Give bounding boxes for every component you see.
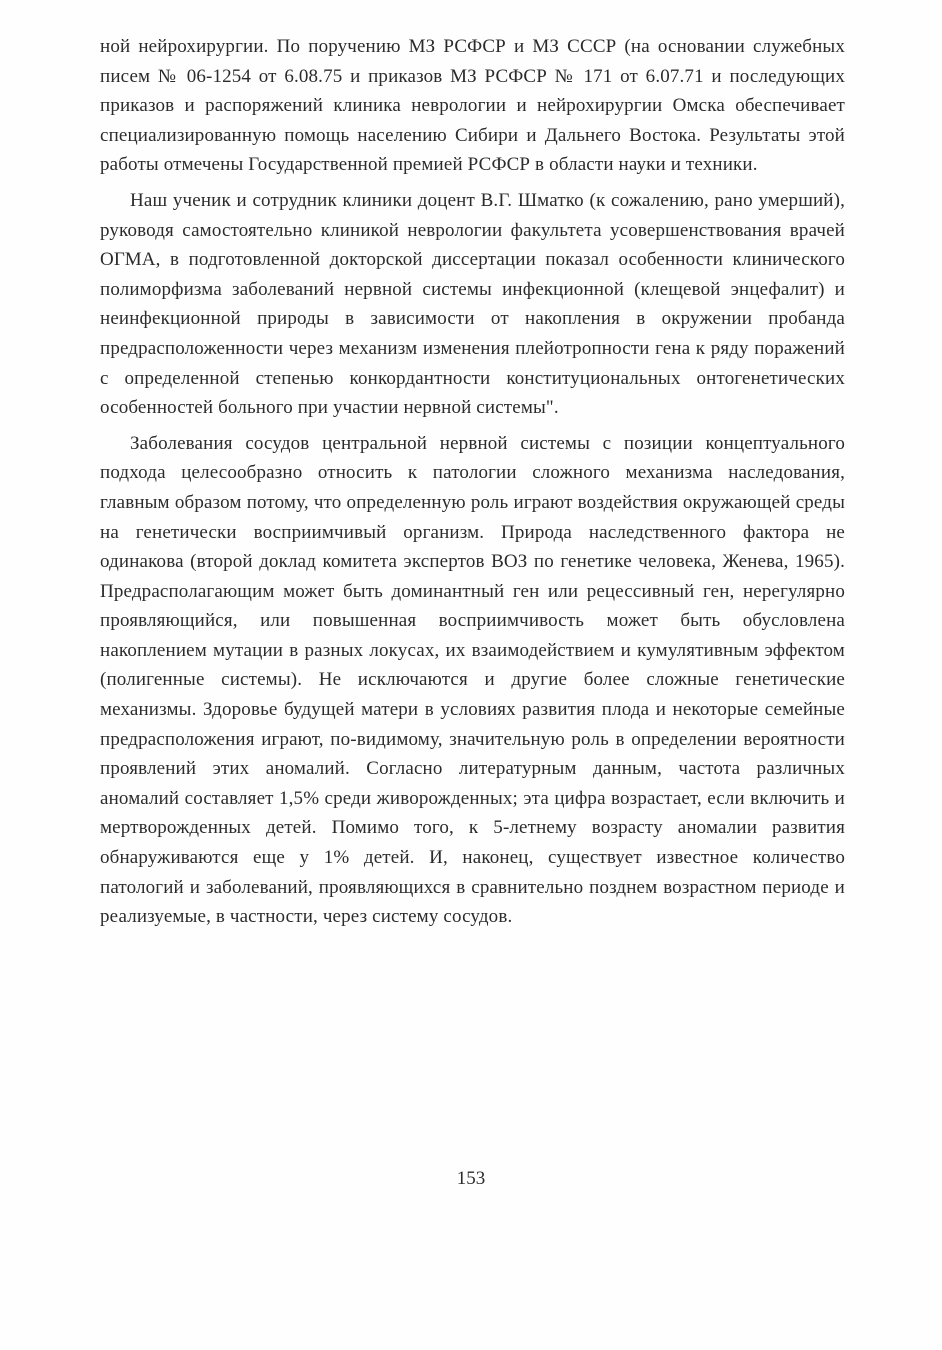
page-number: 153 xyxy=(456,1168,486,1189)
body-text xyxy=(100,32,845,932)
paragraph-vascular-diseases: Заболевания сосудов центральной нервной системы с позиции концептуального подхода целесообразно относить к патологии сложного механизма наследования, главным образом потому, что определенную роль играют воздействия окружающей среды на генетически восприимчивый организм. Природа наследственного фактора не одинакова (второй доклад комитета экспертов ВОЗ по генетике человека, Женева, 1965). Предрасполагающим может быть доминантный ген или рецессивный ген, нерегулярно проявляющийся, или повышенная восприимчивость может быть обусловлена накоплением мутации в разных локусах, их взаимодействием и кумулятивным эффектом (полигенные системы). Не исключаются и другие более сложные генетические механизмы. Здоровье будущей матери в условиях развития плода и некоторые семейные предрасположения играют, по-видимому, значительную роль в определении вероятности проявлений этих аномалий. Согласно литературным данным, частота различных аномалий составляет 1,5% среди живорожденных; эта цифра возрастает, если включить и мертворожденных детей. Помимо того, к 5-летнему возрасту аномалии развития обнаруживаются еще у 1% детей. И, наконец, существует известное количество патологий и заболеваний, проявляющихся в сравнительно позднем возрастном периоде и реализуемые, в частности, через систему сосудов. xyxy=(100,432,845,928)
paragraph-continuation: ной нейрохирургии. По поручению МЗ РСФСР и МЗ СССР (на основании служебных писем № 06-1254 от 6.08.75 и приказов МЗ РСФСР № 171 от 6.07.71 и последующих приказов и распоряжений клиника неврологии и нейрохирургии Омска обеспечивает специализированную помощь населению Сибири и Дальнего Востока. Результаты этой работы отмечены Государственной премией РСФСР в области науки и техники. xyxy=(100,36,845,176)
paragraph-shmatko: Наш ученик и сотрудник клиники доцент В.Г. Шматко (к сожалению, рано умерший), руководя самостоятельно клиникой неврологии факультета усовершенствования врачей ОГМА, в подготовленной докторской диссертации показал особенности клинического полиморфизма заболеваний нервной системы инфекционной (клещевой энцефалит) и неинфекционной природы в зависимости от накопления в окружении пробанда предрасположенности через механизм изменения плейотропности гена к ряду поражений с определенной степенью конкордантности конституциональных онтогенетических особенностей больного при участии нервной системы". xyxy=(100,189,845,419)
